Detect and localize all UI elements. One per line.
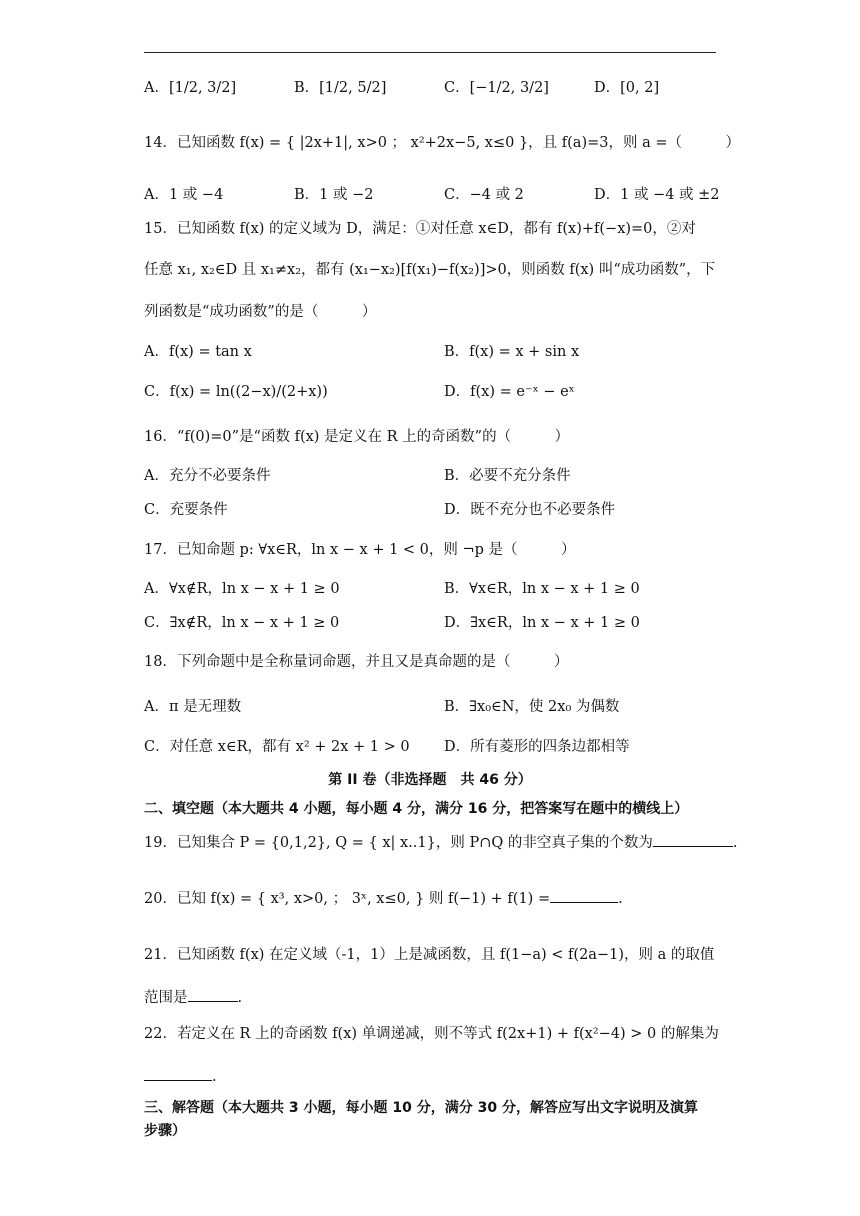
- q16-option-a: A．充分不必要条件: [144, 468, 271, 484]
- q20-end: .: [618, 891, 623, 907]
- part2-header: 二、填空题（本大题共 4 小题，每小题 4 分，满分 16 分，把答案写在题中的横线上）: [144, 801, 689, 817]
- q22-answer-blank[interactable]: [144, 1066, 212, 1081]
- q22-end: .: [212, 1069, 217, 1085]
- q15-option-a: A．f(x) = tan x: [144, 344, 252, 360]
- q13-option-c: C．[−1/2, 3/2]: [444, 80, 549, 96]
- q15-line1: 15．已知函数 f(x) 的定义域为 D，满足：①对任意 x∈D，都有 f(x)+f(−x)=0，②对: [144, 221, 696, 237]
- q19: [144, 832, 737, 853]
- part3-header-line1: 三、解答题（本大题共 3 小题，每小题 10 分，满分 30 分，解答应写出文字说明及演算: [144, 1100, 698, 1116]
- q15-option-b: B．f(x) = x + sin x: [444, 344, 580, 360]
- q21-answer-blank[interactable]: [188, 987, 238, 1002]
- q17-option-a: A．∀x∉R，ln x − x + 1 ≥ 0: [144, 581, 340, 597]
- q17-option-b: B．∀x∈R，ln x − x + 1 ≥ 0: [444, 581, 640, 597]
- q19-text: 19．已知集合 P = {0,1,2}, Q = { x| x..1}，则 P∩Q 的非空真子集的个数为: [144, 835, 653, 851]
- q22-line1: 22．若定义在 R 上的奇函数 f(x) 单调递减，则不等式 f(2x+1) + f(x²−4) > 0 的解集为: [144, 1026, 719, 1042]
- q18-option-a: A．π 是无理数: [144, 699, 242, 715]
- q18-stem: 18．下列命题中是全称量词命题，并且又是真命题的是（ ）: [144, 654, 569, 670]
- q15-option-c: C．f(x) = ln((2−x)/(2+x)): [144, 384, 328, 400]
- q14-stem: 14．已知函数 f(x) = { |2x+1|, x>0 ； x²+2x−5, x≤0 }，且 f(a)=3，则 a =（ ）: [144, 135, 740, 151]
- section2-title: 第 II 卷（非选择题 共 46 分）: [328, 772, 532, 788]
- q14-option-b: B．1 或 −2: [294, 187, 374, 203]
- q20-text: 20．已知 f(x) = { x³, x>0, ； 3ˣ, x≤0, } 则 f(−1) + f(1) =: [144, 891, 551, 907]
- q16-stem: 16．“f(0)=0”是“函数 f(x) 是定义在 R 上的奇函数”的（ ）: [144, 429, 570, 445]
- q17-option-d: D．∃x∈R，ln x − x + 1 ≥ 0: [444, 615, 640, 631]
- q18-option-b: B．∃x₀∈N，使 2x₀ 为偶数: [444, 699, 620, 715]
- q13-option-b: B．[1/2, 5/2]: [294, 80, 387, 96]
- q13-option-d: D．[0, 2]: [594, 80, 660, 96]
- q14-option-a: A．1 或 −4: [144, 187, 224, 203]
- q21-text: 范围是: [144, 990, 188, 1006]
- q13-option-a: A．[1/2, 3/2]: [144, 80, 237, 96]
- q21-line1: 21．已知函数 f(x) 在定义域（-1，1）上是减函数，且 f(1−a) < f(2a−1)，则 a 的取值: [144, 947, 715, 963]
- q22-line2: [144, 1066, 217, 1087]
- q17-option-c: C．∃x∉R，ln x − x + 1 ≥ 0: [144, 615, 340, 631]
- q14-option-c: C．−4 或 2: [444, 187, 524, 203]
- q17-stem: 17．已知命题 p: ∀x∈R，ln x − x + 1 < 0，则 ¬p 是（ ）: [144, 542, 576, 558]
- q19-end: .: [732, 835, 738, 851]
- q15-option-d: D．f(x) = e⁻ˣ − eˣ: [444, 384, 575, 400]
- q21-line2: [144, 987, 242, 1008]
- q15-line3: 列函数是“成功函数”的是（ ）: [144, 304, 377, 320]
- q20-answer-blank[interactable]: [550, 888, 618, 903]
- top-rule: [144, 52, 716, 53]
- q15-line2: 任意 x₁, x₂∈D 且 x₁≠x₂，都有 (x₁−x₂)[f(x₁)−f(x₂)]>0，则函数 f(x) 叫“成功函数”，下: [144, 262, 716, 278]
- q18-option-c: C．对任意 x∈R，都有 x² + 2x + 1 > 0: [144, 739, 410, 755]
- q16-option-d: D．既不充分也不必要条件: [444, 502, 616, 518]
- q18-option-d: D．所有菱形的四条边都相等: [444, 739, 630, 755]
- q19-answer-blank[interactable]: [653, 832, 733, 847]
- q16-option-c: C．充要条件: [144, 502, 228, 518]
- part3-header-line2: 步骤）: [144, 1123, 186, 1139]
- q21-end: .: [237, 990, 243, 1006]
- q14-option-d: D．1 或 −4 或 ±2: [594, 187, 720, 203]
- q20: [144, 888, 623, 909]
- q16-option-b: B．必要不充分条件: [444, 468, 571, 484]
